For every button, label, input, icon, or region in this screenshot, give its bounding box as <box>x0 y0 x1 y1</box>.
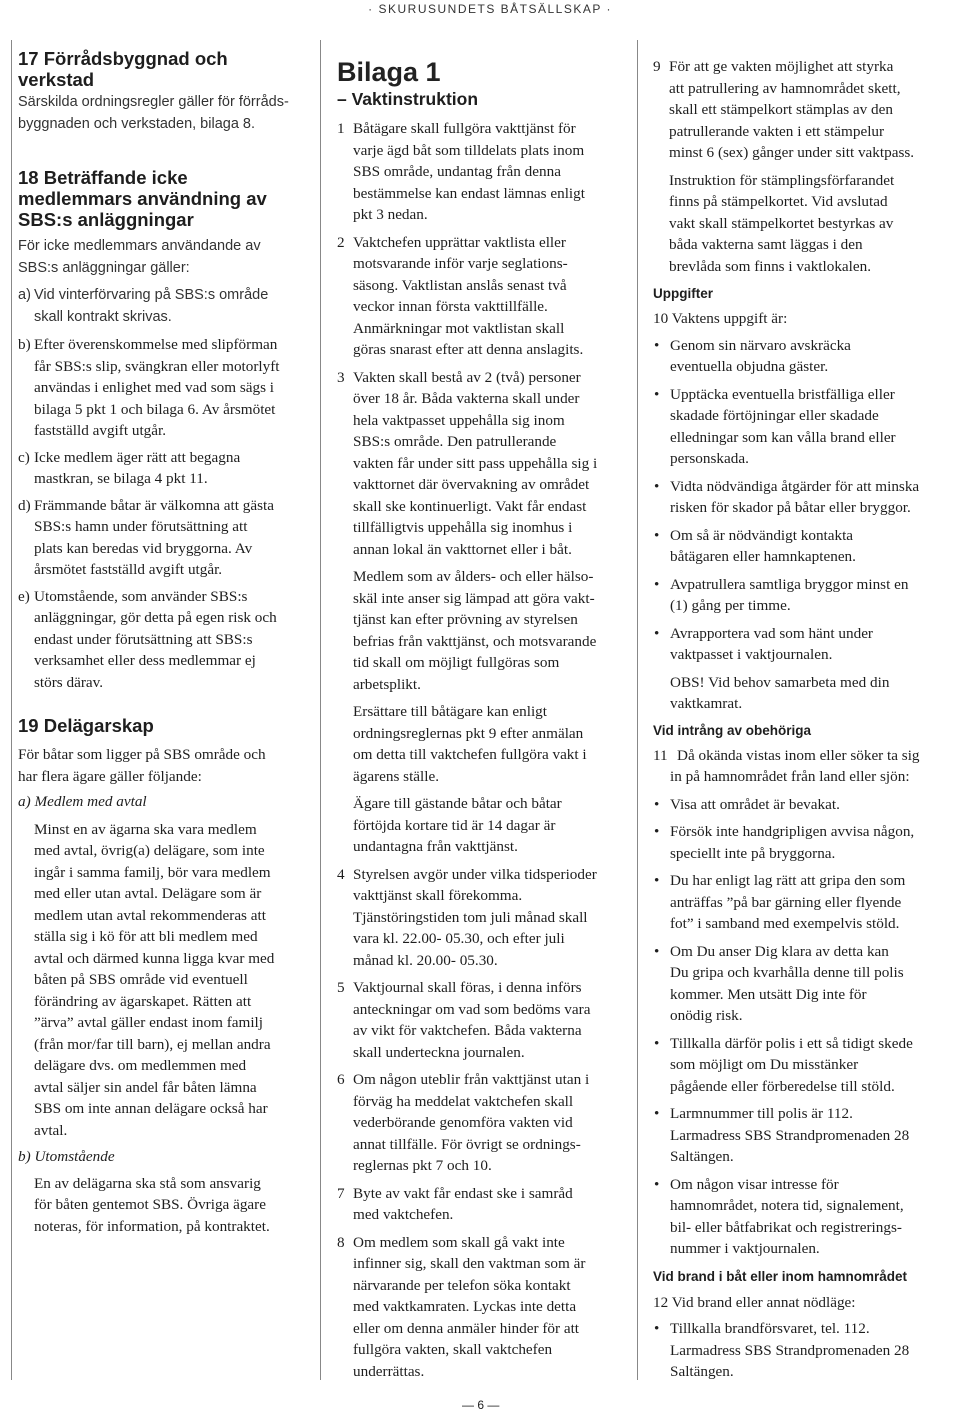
paragraph: Ersättare till båtägare kan enligt ordningsreglernas pkt 9 efter anmälan om detta till vaktchefen fullgöra vakt i ägarens ställe. <box>353 703 587 785</box>
subheading: Vid intrång av obehöriga <box>653 722 812 738</box>
list-item: • Genom sin närvaro avskräcka eventuella objudna gäster. <box>653 335 943 378</box>
column-left <box>18 48 308 1237</box>
list-item: c) Icke medlem äger rätt att begagna mastkran, se bilaga 4 pkt 11. <box>18 448 241 487</box>
appendix-subtitle: – Vaktinstruktion <box>337 89 479 109</box>
numbered-item: 4 Styrelsen avgör under vilka tidsperioder vakttjänst skall förekomma. Tjänstöringstiden tom juli månad skall vara kl. 22.00- 05.30, och efter juli månad kl. 20.00- 05.30. <box>337 865 597 969</box>
section-intro: För icke medlemmars användande av SBS:s anläggningar gäller: <box>18 238 261 276</box>
subsection-heading: b) Utomstående <box>18 1148 115 1165</box>
subsection-text: Minst en av ägarna ska vara medlem med avtal, övrig(a) delägare, som inte ingår i samma familj, bör vara medlem med eller utan avtal. Delägare som är medlem utan avtal rekommenderas att ställa sig i kö för att bli medlem med avtal och därmed kunna ligga kvar med båten på SBS område vid eventuell förändring av ägarskapet. Rätten att ”ärva” avtal gäller endast inom familj (från mor/far till barn), ej mellan andra delägare dvs. om medlemmen med avtal säljer sin andel får båten lämna SBS om inte annan delägare också har avtal. <box>34 820 275 1139</box>
list-item: • Om så är nödvändigt kontakta båtägaren eller hamnkaptenen. <box>653 525 943 568</box>
column-rule <box>637 40 638 1380</box>
section-heading: 19 Delägarskap <box>18 715 154 736</box>
list-item: • Avrapportera vad som hänt under vaktpasset i vaktjournalen. <box>653 623 943 666</box>
subheading: Uppgifter <box>653 286 713 301</box>
column-middle <box>337 48 627 1382</box>
section-intro: För båtar som ligger på SBS område och har flera ägare gäller följande: <box>18 746 266 785</box>
subsection-text: En av delägarna ska stå som ansvarig för båten gentemot SBS. Övriga ägare noteras, för information, på kontraktet. <box>34 1174 270 1235</box>
section-text: Särskilda ordningsregler gäller för förråds- byggnaden och verkstaden, bilaga 8. <box>18 94 289 132</box>
list-item: • Tillkalla därför polis i ett så tidigt skede som möjligt om Du misstänker pågående eller förberedelse till stöld. <box>653 1033 943 1098</box>
numbered-item: 7 Byte av vakt får endast ske i samråd med vaktchefen. <box>337 1184 573 1223</box>
bullet-list <box>653 1318 943 1383</box>
section-19 <box>18 715 308 1237</box>
numbered-item: 6 Om någon uteblir från vakttjänst utan i förväg ha meddelat vaktchefen skall vederbörande genomföra vakten vid annat tillfälle. För övrigt se ordnings- reglernas pkt 7 och 10. <box>337 1071 590 1174</box>
numbered-item: 9 För att ge vakten möjlighet att styrka att patrullering av hamnområdet skett, skall ett stämpelkort stämplas av den patrullerande vakten i ett stämpelur minst 6 (sex) gånger under sitt vaktpass. <box>653 58 915 161</box>
column-rule <box>320 40 321 1380</box>
bullet-list <box>653 794 943 1260</box>
subheading: Vid brand i båt eller inom hamnområdet <box>653 1268 908 1284</box>
section-heading: 18 Beträffande icke medlemmars användning av SBS:s anläggningar <box>18 167 267 230</box>
numbered-item: 2 Vaktchefen upprättar vaktlista eller motsvarande inför varje seglations- säsong. Vaktlistan anslås senast två veckor innan första vakttillfälle. Anmärkningar mot vaktlistan skall göras snarast efter att denna anslagits. <box>337 233 584 358</box>
numbered-item: 5 Vaktjournal skall föras, i denna införs anteckningar om vad som bedöms vara av vikt för vaktchefen. Båda vakterna skall underteckna journalen. <box>337 979 591 1061</box>
paragraph: Ägare till gästande båtar och båtar förtöjda kortare tid är 14 dagar är undantagna från vakttjänst. <box>353 795 562 855</box>
paragraph: Medlem som av ålders- och eller hälso- skäl inte anser sig lämpad att göra vakt- tjänst kan efter prövning av styrelsen befrias från vakttjänst, och motsvarande tid skall om möjligt fullgöras som arbetsplikt. <box>353 568 597 693</box>
paragraph: Instruktion för stämplingsförfarandet finns på stämpelkortet. Vid avslutad vakt skall stämpelkortet bestyrkas av båda vakterna samt läggas i den brevlåda som finns i vaktlokalen. <box>669 171 895 275</box>
running-header: · SKURUSUNDETS BÅTSÄLLSKAP · <box>368 2 612 16</box>
section-17 <box>18 48 308 135</box>
list-item: a) Vid vinterförvaring på SBS:s område skall kontrakt skrivas. <box>18 287 269 325</box>
section-heading: 17 Förrådsbyggnad och verkstad <box>18 48 228 90</box>
section-18 <box>18 167 308 693</box>
column-right <box>653 48 943 1383</box>
list-item: • Försök inte handgripligen avvisa någon, speciellt inte på bryggorna. <box>653 821 943 864</box>
list-item: • Om någon visar intresse för hamnområdet, notera tid, signalement, bil- eller båtfabrikat och registrerings- nummer i vaktjournalen. <box>653 1174 943 1260</box>
numbered-item: 8 Om medlem som skall gå vakt inte infinner sig, skall den vaktman som är närvarande per telefon söka kontakt med vaktkamraten. Lyckas inte detta eller om denna anmäler hinder för att fullgöra vakten, skall vaktchefen underrättas. <box>337 1233 586 1380</box>
numbered-item: 3 Vakten skall bestå av 2 (två) personer över 18 år. Båda vakterna skall under hela vaktpasset uppehålla sig inom SBS:s område. Den patrullerande vakten får under sitt pass uppehålla sig i vakttornet där övervakning av området skall ske kontinuerligt. Vakt får endast tillfälligtvis uppehålla sig inomhus i annan lokal än vakttornet eller i båt. <box>337 368 598 558</box>
numbered-item: 1 Båtägare skall fullgöra vakttjänst för varje ägd båt som tilldelats plats inom SBS område, undantag från denna bestämmelse kan endast lämnas enligt pkt 3 nedan. <box>337 120 585 223</box>
subsection-heading: a) Medlem med avtal <box>18 793 147 810</box>
list-item: • Upptäcka eventuella bristfälliga eller skadade förtöjningar eller skadade elledningar som kan vålla brand eller personskada. <box>653 384 943 470</box>
page-number: — 6 — <box>462 1398 500 1412</box>
list-item: • Tillkalla brandförsvaret, tel. 112. Larmadress SBS Strandpromenaden 28 Saltängen. <box>653 1318 943 1383</box>
list-item: • Avpatrullera samtliga bryggor minst en (1) gång per timme. <box>653 574 943 617</box>
list-item: d) Främmande båtar är välkomna att gästa SBS:s hamn under förutsättning att plats kan beredas vid bryggorna. Av årsmötet fastställd avgift utgår. <box>18 496 274 578</box>
list-item: • Vidta nödvändiga åtgärder för att minska risken för skador på båtar eller bryggor. <box>653 476 943 519</box>
numbered-item: 10 Vaktens uppgift är: <box>653 310 788 327</box>
list-item: e) Utomstående, som använder SBS:s anläggningar, gör detta på egen risk och endast under förutsättning att SBS:s verksamhet eller dess medlemmar ej störs därav. <box>18 587 277 691</box>
note: OBS! Vid behov samarbeta med din vaktkamrat. <box>670 673 890 712</box>
list-item: • Om Du anser Dig klara av detta kan Du gripa och kvarhålla denne till polis kommer. Men utsätt Dig inte för onödig risk. <box>653 941 943 1027</box>
numbered-item: 12 Vid brand eller annat nödläge: <box>653 1293 856 1311</box>
appendix-title: Bilaga 1 <box>337 57 441 87</box>
column-rule <box>11 40 12 1380</box>
numbered-item: 11 Då okända vistas inom eller söker ta sig in på hamnområdet från land eller sjön: <box>653 746 920 785</box>
list-item: • Larmnummer till polis är 112. Larmadress SBS Strandpromenaden 28 Saltängen. <box>653 1103 943 1168</box>
list-item: • Du har enligt lag rätt att gripa den som anträffas ”på bar gärning eller flyende fot” i samband med exempelvis stöld. <box>653 870 943 935</box>
list-item: • Visa att området är bevakat. <box>653 794 943 816</box>
bullet-list <box>653 335 943 666</box>
list-item: b) Efter överenskommelse med slipförman får SBS:s slip, svängkran eller motorlyft användas i enlighet med vad som sägs i bilaga 5 pkt 1 och bilaga 6. Av årsmötet fastställd avgift utgår. <box>18 336 280 439</box>
